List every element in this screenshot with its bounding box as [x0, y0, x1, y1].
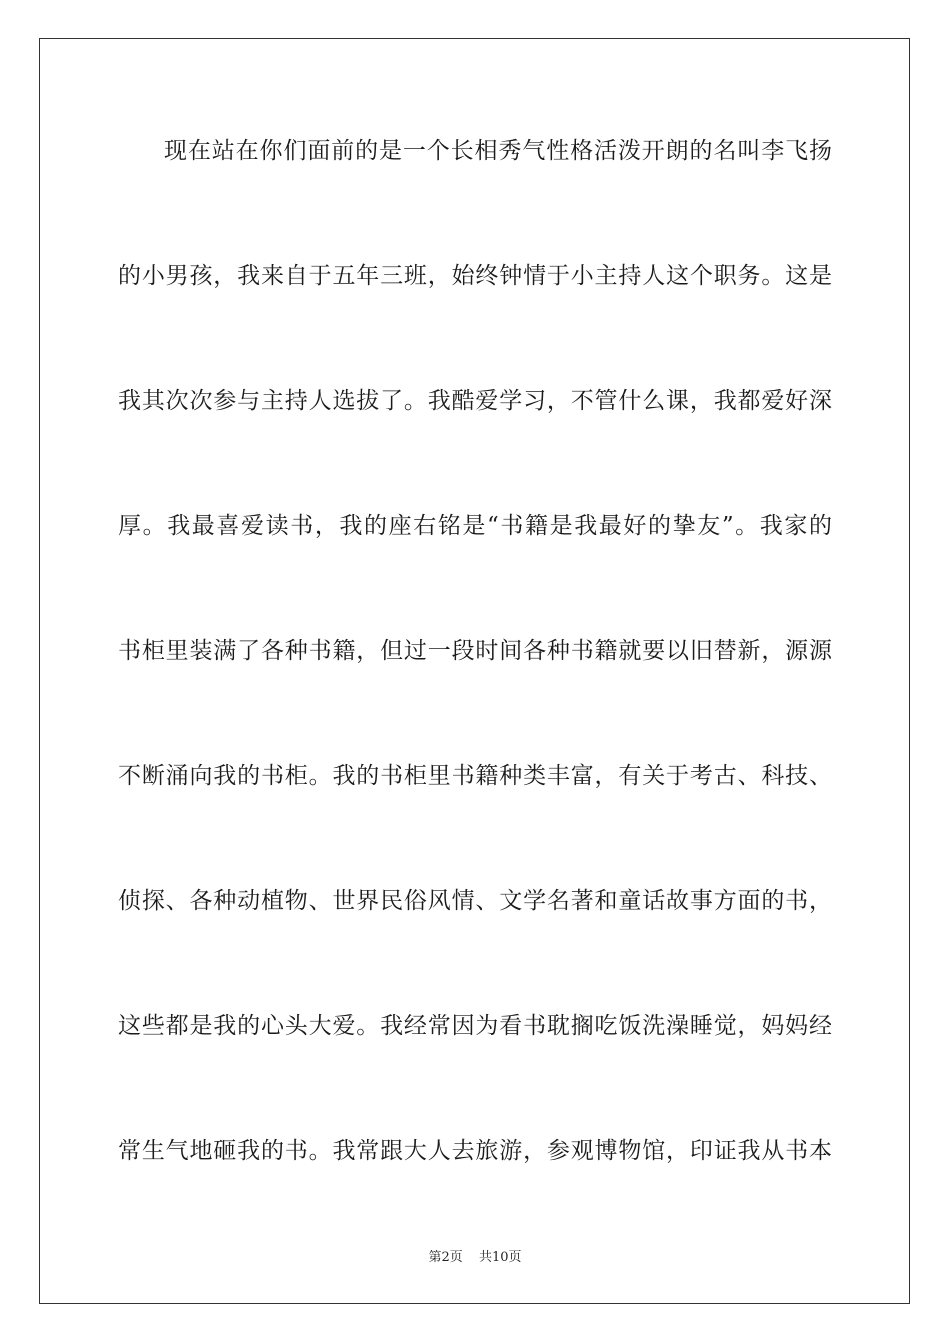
text-line: 厚。我最喜爱读书，我的座右铭是“书籍是我最好的挚友”。我家的 — [118, 513, 832, 539]
text-line: 书柜里装满了各种书籍，但过一段时间各种书籍就要以旧替新，源源 — [118, 638, 832, 664]
text-line: 侦探、各种动植物、世界民俗风情、文学名著和童话故事方面的书， — [118, 888, 832, 914]
page-number: 第2页 — [428, 1250, 463, 1265]
page-total: 共10页 — [478, 1250, 522, 1265]
text-line: 常生气地砸我的书。我常跟大人去旅游，参观博物馆，印证我从书本 — [118, 1138, 832, 1164]
text-line: 的小男孩，我来自于五年三班，始终钟情于小主持人这个职务。这是 — [118, 263, 832, 289]
text-line: 不断涌向我的书柜。我的书柜里书籍种类丰富，有关于考古、科技、 — [118, 763, 832, 789]
page-footer — [0, 1246, 950, 1265]
document-body — [118, 126, 832, 1251]
text-line: 现在站在你们面前的是一个长相秀气性格活泼开朗的名叫李飞扬 — [164, 138, 832, 164]
text-line: 这些都是我的心头大爱。我经常因为看书耽搁吃饭洗澡睡觉，妈妈经 — [118, 1013, 832, 1039]
text-line: 我其次次参与主持人选拔了。我酷爱学习，不管什么课，我都爱好深 — [118, 388, 832, 414]
